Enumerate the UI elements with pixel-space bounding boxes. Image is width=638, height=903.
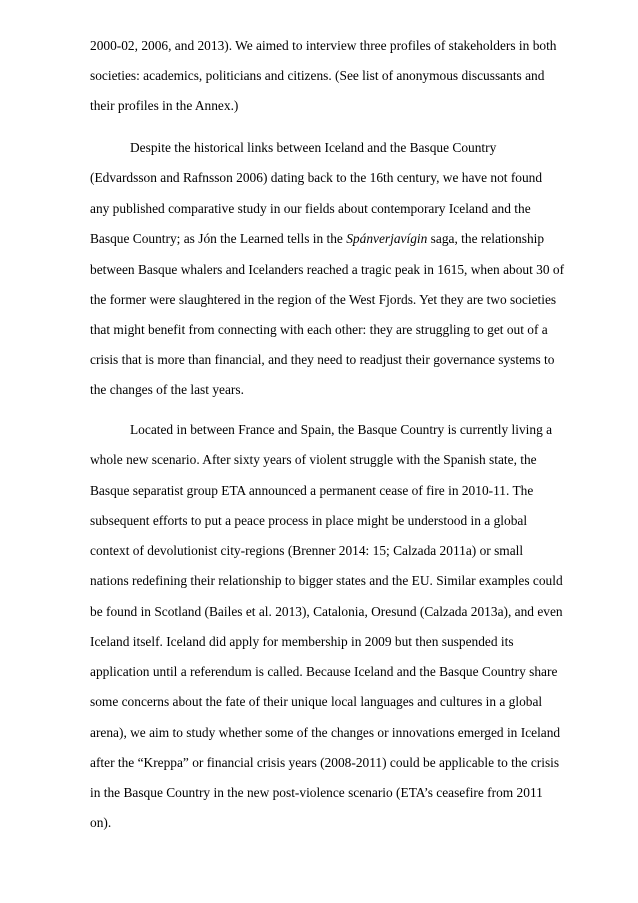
- paragraph-line: [90, 231, 544, 247]
- paragraph-line: their profiles in the Annex.): [90, 98, 239, 113]
- paragraph-line: Iceland itself. Iceland did apply for membership in 2009 but then suspended its: [90, 634, 514, 649]
- paragraph-line: arena), we aim to study whether some of the changes or innovations emerged in Iceland: [90, 725, 561, 740]
- paragraph-line: nations redefining their relationship to bigger states and the EU. Similar examples could: [90, 573, 563, 588]
- paragraph-line: that might benefit from connecting with each other: they are struggling to get out of a: [90, 322, 548, 337]
- paragraph-line: between Basque whalers and Icelanders reached a tragic peak in 1615, when about 30 of: [90, 262, 565, 277]
- paragraph-line: the changes of the last years.: [90, 382, 244, 397]
- paragraph-line: some concerns about the fate of their unique local languages and cultures in a global: [90, 694, 543, 709]
- paragraph-line: any published comparative study in our fields about contemporary Iceland and the: [90, 201, 531, 216]
- paragraph-line: in the Basque Country in the new post-violence scenario (ETA’s ceasefire from 2011: [90, 785, 543, 800]
- text-run: saga, the relationship: [427, 231, 545, 246]
- paragraph-line: context of devolutionist city-regions (Brenner 2014: 15; Calzada 2011a) or small: [90, 543, 524, 558]
- paragraph-line: Despite the historical links between Iceland and the Basque Country: [130, 140, 497, 155]
- paragraph-line: subsequent efforts to put a peace process in place might be understood in a global: [90, 513, 528, 528]
- paragraph-line: after the “Kreppa” or financial crisis years (2008-2011) could be applicable to the crisis: [90, 755, 560, 770]
- paragraph-line: 2000-02, 2006, and 2013). We aimed to interview three profiles of stakeholders in both: [90, 38, 557, 53]
- paragraph-line: (Edvardsson and Rafnsson 2006) dating back to the 16th century, we have not found: [90, 170, 543, 185]
- paragraph-line: be found in Scotland (Bailes et al. 2013), Catalonia, Oresund (Calzada 2013a), and even: [90, 604, 563, 619]
- paragraph-line: application until a referendum is called. Because Iceland and the Basque Country share: [90, 664, 558, 679]
- paragraph-line: Located in between France and Spain, the Basque Country is currently living a: [130, 422, 553, 437]
- paragraph-line: Basque separatist group ETA announced a permanent cease of fire in 2010-11. The: [90, 483, 534, 498]
- paragraph-line: whole new scenario. After sixty years of violent struggle with the Spanish state, the: [90, 452, 537, 467]
- paragraph-line: the former were slaughtered in the region of the West Fjords. Yet they are two societies: [90, 292, 557, 307]
- text-run: Basque Country; as Jón the Learned tells in the: [90, 231, 347, 246]
- paragraph-line: on).: [90, 815, 112, 830]
- saga-title-italic: Spánverjavígin: [346, 231, 428, 246]
- paragraph-line: crisis that is more than financial, and they need to readjust their governance systems to: [90, 352, 555, 367]
- paragraph-line: societies: academics, politicians and citizens. (See list of anonymous discussants and: [90, 68, 545, 83]
